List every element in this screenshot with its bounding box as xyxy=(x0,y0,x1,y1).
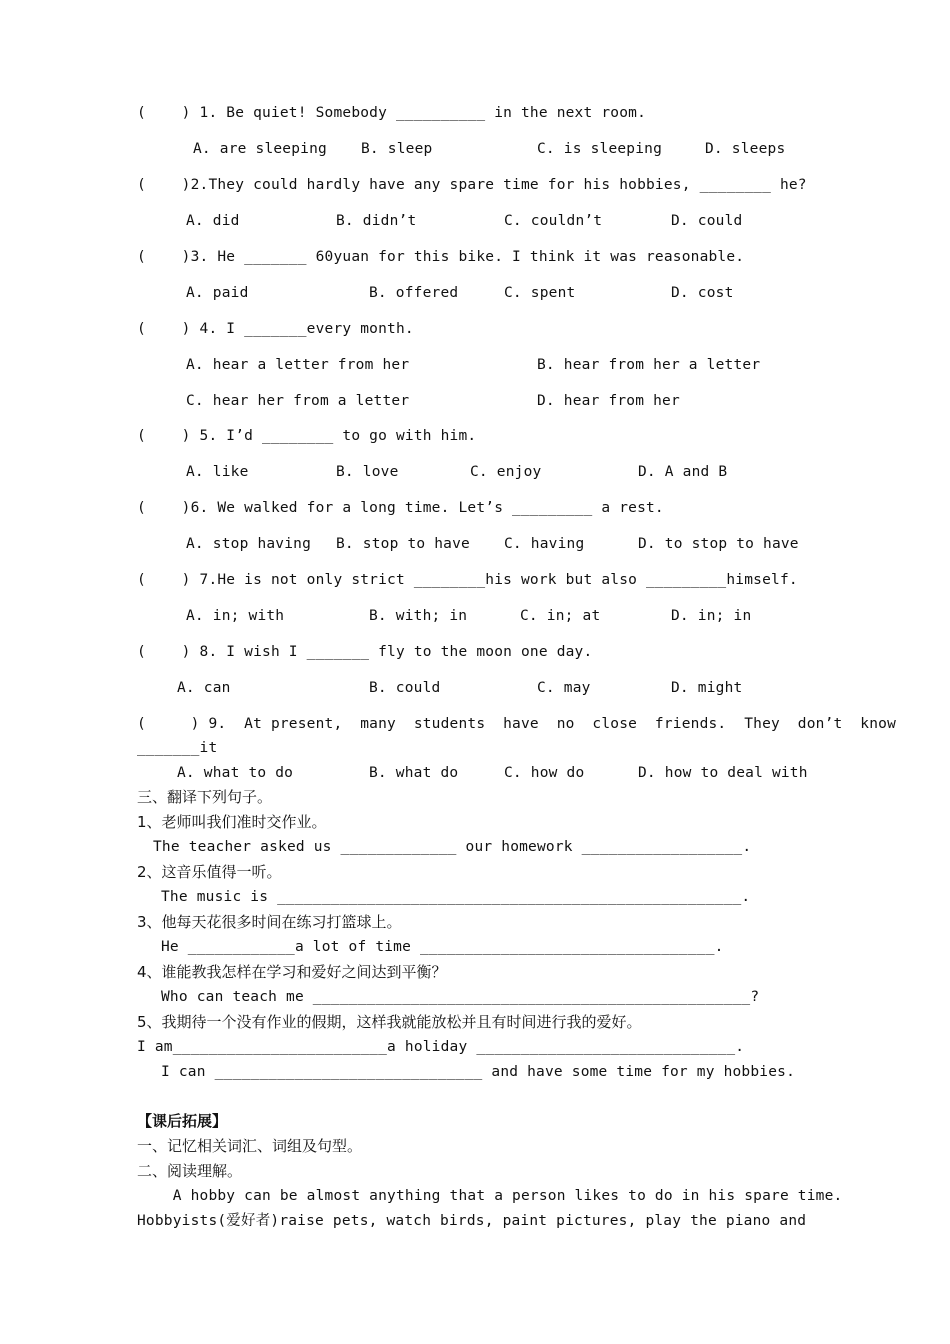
question-4: ( ) 4. I _______every month. xyxy=(137,321,414,337)
option-6d: D. to stop to have xyxy=(638,536,799,552)
option-6b: B. stop to have xyxy=(336,536,470,552)
option-2b: B. didn’t xyxy=(336,213,417,229)
option-7a: A. in; with xyxy=(186,608,285,624)
reading-para-line-2: Hobbyists(爱好者)raise pets, watch birds, paint pictures, play the piano and xyxy=(137,1213,807,1229)
option-4c: C. hear her from a letter xyxy=(186,393,410,409)
reading-para-line-1: A hobby can be almost anything that a person likes to do in his spare time. xyxy=(137,1188,843,1204)
option-1b: B. sleep xyxy=(361,141,433,157)
option-8b: B. could xyxy=(369,680,441,696)
option-5b: B. love xyxy=(336,464,399,480)
option-9b: B. what do xyxy=(369,765,459,781)
translate-3-en: He ____________a lot of time _________________________________. xyxy=(161,939,724,955)
option-8d: D. might xyxy=(671,680,743,696)
question-6: ( )6. We walked for a long time. Let’s _________ a rest. xyxy=(137,500,664,516)
option-5d: D. A and B xyxy=(638,464,728,480)
translate-5-en: I am________________________a holiday _____________________________. xyxy=(137,1039,745,1055)
option-7b: B. with; in xyxy=(369,608,468,624)
translate-5-cn: 5、我期待一个没有作业的假期，这样我就能放松并且有时间进行我的爱好。 xyxy=(137,1013,642,1031)
translate-5-en-cont: I can ______________________________ and have some time for my hobbies. xyxy=(161,1064,796,1080)
question-9-cont: _______it xyxy=(137,740,218,756)
option-9d: D. how to deal with xyxy=(638,765,808,781)
option-2c: C. couldn’t xyxy=(504,213,603,229)
option-6a: A. stop having xyxy=(186,536,312,552)
option-3d: D. cost xyxy=(671,285,734,301)
question-8: ( ) 8. I wish I _______ fly to the moon one day. xyxy=(137,644,593,660)
translate-3-cn: 3、他每天花很多时间在练习打篮球上。 xyxy=(137,913,402,931)
extension-title: 【课后拓展】 xyxy=(137,1112,228,1130)
option-6c: C. having xyxy=(504,536,585,552)
question-5: ( ) 5. I’d ________ to go with him. xyxy=(137,428,477,444)
question-9: ( ) 9. At present, many students have no close friends. They don’t know xyxy=(137,716,897,732)
option-4d: D. hear from her xyxy=(537,393,680,409)
option-5c: C. enjoy xyxy=(470,464,542,480)
option-1c: C. is sleeping xyxy=(537,141,663,157)
option-2a: A. did xyxy=(186,213,240,229)
translate-4-en: Who can teach me _________________________________________________? xyxy=(161,989,760,1005)
translate-1-cn: 1、老师叫我们准时交作业。 xyxy=(137,813,327,831)
option-4a: A. hear a letter from her xyxy=(186,357,410,373)
question-7: ( ) 7.He is not only strict ________his work but also _________himself. xyxy=(137,572,798,588)
question-3: ( )3. He _______ 60yuan for this bike. I think it was reasonable. xyxy=(137,249,745,265)
option-4b: B. hear from her a letter xyxy=(537,357,761,373)
section-3-title: 三、翻译下列句子。 xyxy=(137,788,273,806)
question-2: ( )2.They could hardly have any spare time for his hobbies, ________ he? xyxy=(137,177,807,193)
translate-2-cn: 2、这音乐值得一听。 xyxy=(137,863,282,881)
translate-2-en: The music is ____________________________________________________. xyxy=(161,889,751,905)
option-7d: D. in; in xyxy=(671,608,752,624)
option-2d: D. could xyxy=(671,213,743,229)
option-3a: A. paid xyxy=(186,285,249,301)
option-3b: B. offered xyxy=(369,285,459,301)
option-1d: D. sleeps xyxy=(705,141,786,157)
translate-4-cn: 4、谁能教我怎样在学习和爱好之间达到平衡？ xyxy=(137,963,447,981)
option-3c: C. spent xyxy=(504,285,576,301)
option-5a: A. like xyxy=(186,464,249,480)
option-7c: C. in; at xyxy=(520,608,601,624)
option-8c: C. may xyxy=(537,680,591,696)
option-9c: C. how do xyxy=(504,765,585,781)
option-1a: A. are sleeping xyxy=(193,141,327,157)
question-1: ( ) 1. Be quiet! Somebody __________ in the next room. xyxy=(137,105,646,121)
option-8a: A. can xyxy=(177,680,231,696)
option-9a: A. what to do xyxy=(177,765,294,781)
extension-item-2: 二、阅读理解。 xyxy=(137,1162,243,1180)
translate-1-en: The teacher asked us _____________ our homework __________________. xyxy=(153,839,752,855)
extension-item-1: 一、记忆相关词汇、词组及句型。 xyxy=(137,1137,363,1155)
